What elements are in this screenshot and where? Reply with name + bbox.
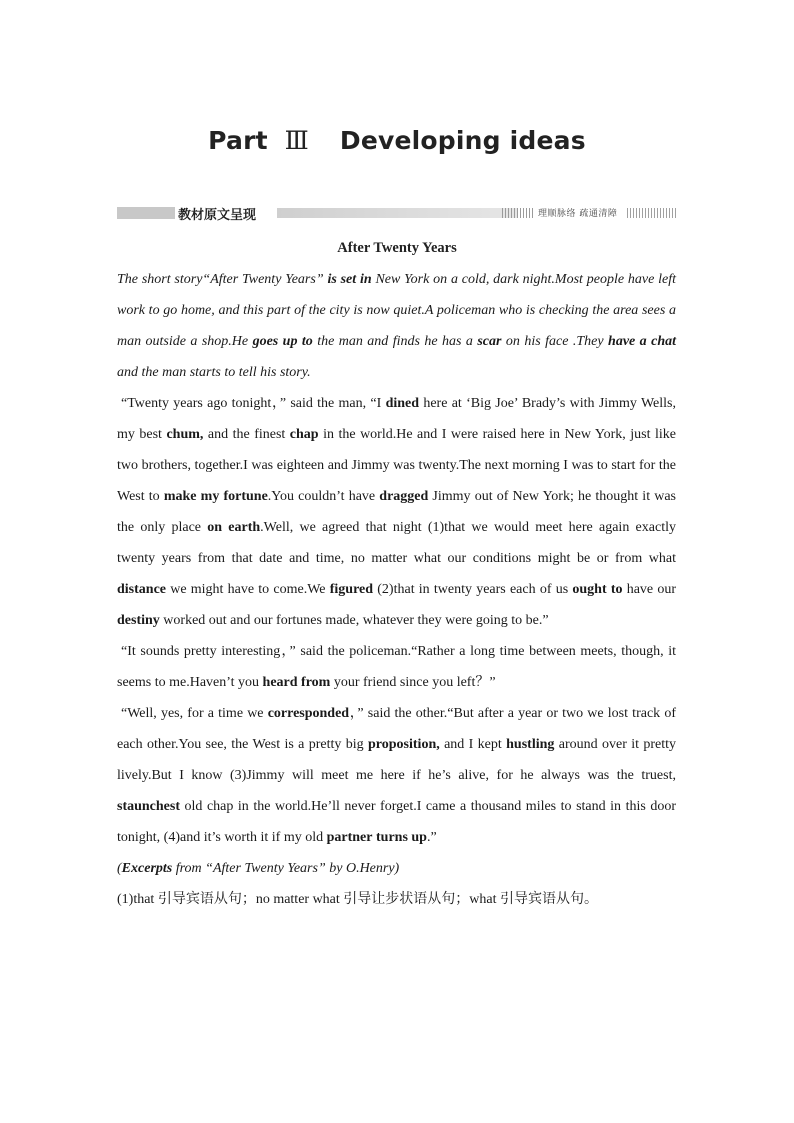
text-run: the man and finds he has a <box>312 334 478 349</box>
key-phrase: proposition, <box>368 737 440 752</box>
key-phrase: hustling <box>506 737 555 752</box>
text-run: and I kept <box>439 737 507 752</box>
title-text: Developing ideas <box>339 126 586 155</box>
paragraph-2 <box>117 636 676 698</box>
text-run: New York on a cold, dark night.Most people have left work to go home, and this part of the city is now quiet.A policeman who is checking the area sees a man outside a shop.He <box>117 272 676 349</box>
text-run: .You couldn’t have <box>267 489 380 504</box>
key-phrase: dragged <box>379 489 429 504</box>
key-phrase: make my fortune <box>163 489 268 504</box>
story-body <box>117 264 676 915</box>
text-run: The short story“After Twenty Years” <box>117 272 328 287</box>
key-phrase: scar <box>477 334 502 349</box>
key-phrase: corresponded <box>267 706 350 721</box>
title-part: Part <box>208 126 268 155</box>
source-citation <box>117 853 676 884</box>
key-phrase: on earth <box>207 520 261 535</box>
banner-ticks-right <box>627 208 677 218</box>
key-phrase: dined <box>385 396 420 411</box>
banner-sublabel: 理顺脉络 疏通清障 <box>538 209 618 219</box>
text-run: your friend since you left？” <box>330 675 496 690</box>
banner-bar-middle <box>277 208 517 218</box>
intro-paragraph <box>117 264 676 388</box>
key-phrase: destiny <box>117 613 160 628</box>
banner-ticks-middle <box>502 208 535 218</box>
paragraph-3 <box>117 698 676 853</box>
key-phrase: turns up <box>376 830 427 845</box>
key-phrase: staunchest <box>117 799 181 814</box>
text-run: ，” said the other.“But after a year or two we lost track of each other.You see, the West is a pretty big <box>117 706 676 752</box>
key-phrase: have a chat <box>608 334 677 349</box>
text-run: .” <box>426 830 437 845</box>
banner-bar-left <box>117 207 175 219</box>
text-run: ( <box>117 861 122 876</box>
text-run: (2)that in twenty years each of us <box>373 582 573 597</box>
text-run: on his face .They <box>501 334 609 349</box>
key-phrase: chum, <box>166 427 204 442</box>
text-run: Jimmy out of New York; he thought it was the only place <box>117 489 676 535</box>
title-roman-numeral: Ⅲ <box>284 126 309 155</box>
text-run: have our <box>622 582 677 597</box>
text-run: old chap in the world.He’ll never forget.I came a thousand miles to stand in this door tonight, (4)and it’s worth it if my old <box>117 799 676 845</box>
text-run: “It sounds pretty interesting，” said the policeman.“Rather a long time between meets, though, it seems to me.Haven’t you <box>117 644 676 690</box>
text-run: and the finest <box>203 427 290 442</box>
text-run: from “After Twenty Years” by O.Henry) <box>172 861 400 876</box>
section-banner <box>117 203 677 223</box>
text-run: “Well, yes, for a time we <box>121 706 268 721</box>
text-run: in the world.He and I were raised here in New York, just like two brothers, together.I was eighteen and Jimmy was twenty.The next morning I was to start for the West to <box>117 427 676 504</box>
key-phrase: is set in <box>327 272 372 287</box>
banner-label: 教材原文呈现 <box>178 208 257 223</box>
text-run: .Well, we agreed that night (1)that we would meet here again exactly twenty years from that date and time, no matter what our conditions might be or from what <box>117 520 676 566</box>
text-run: and the man starts to tell his story. <box>117 365 311 380</box>
text-run: here at ‘Big Joe’ Brady’s with Jimmy Wells, my best <box>117 396 676 442</box>
story-title: After Twenty Years <box>337 240 457 256</box>
key-phrase: distance <box>117 582 166 597</box>
text-run: around over it pretty lively.But I know (3)Jimmy will meet me here if he’s alive, for he always was the truest, <box>117 737 676 783</box>
paragraph-1 <box>117 388 676 636</box>
key-phrase: ought to <box>572 582 623 597</box>
key-phrase: figured <box>329 582 374 597</box>
key-phrase: goes up to <box>252 334 313 349</box>
text-run: worked out and our fortunes made, whatever they were going to be.” <box>159 613 549 628</box>
key-phrase: chap <box>289 427 319 442</box>
page-title <box>0 126 794 155</box>
key-phrase: heard from <box>262 675 331 690</box>
text-run: we might have to come.We <box>166 582 330 597</box>
grammar-note: (1)that 引导宾语从句；no matter what 引导让步状语从句；what 引导宾语从句。 <box>117 892 599 907</box>
key-phrase: Excerpts <box>121 861 173 876</box>
text-run: “Twenty years ago tonight，” said the man, “I <box>121 396 386 411</box>
key-phrase: partner <box>326 830 373 845</box>
